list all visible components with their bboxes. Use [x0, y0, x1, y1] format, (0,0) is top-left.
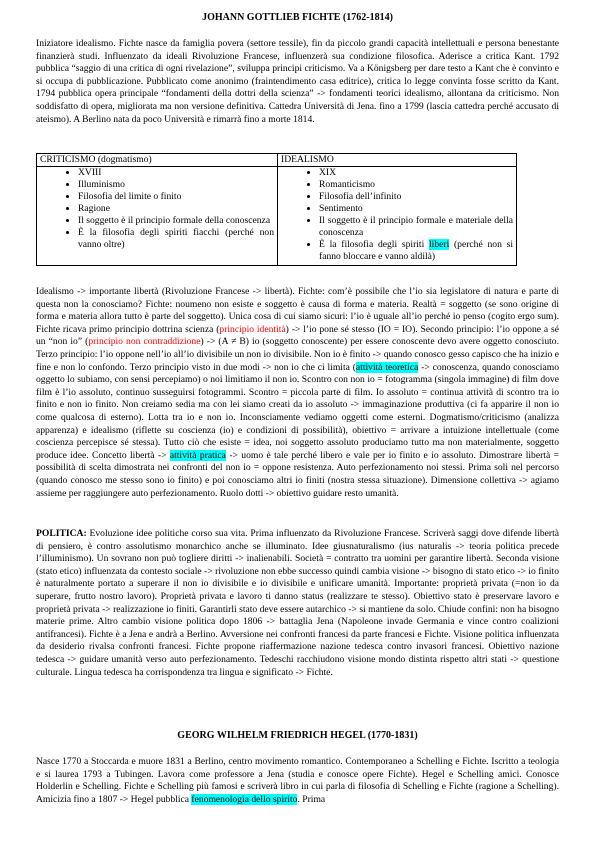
- text-run: Nasce 1770 a Stoccarda e muore 1831 a Berlino, centro movimento romantico. Contemporaneo a Schelling e Fichte. Iscritto a teologia e si laurea 1793 a Tubingen. Lavora come professore a Jena (studia e conosce opere Fichte). Hegel e Schelling amici. Conosce Holderlin e Schelling. Fichte e Schelling più famosi e scriverà libro in cui parla di filosofia di Schelling e Fichte (ragione a Schelling). Amicizia fino a 1807 -> Hegel pubblica: [36, 756, 559, 805]
- fichte-title: JOHANN GOTTLIEB FICHTE (1762-1814): [202, 12, 393, 23]
- text-run: ) -> (A ≠ B) io (soggetto conoscente) per essere conoscente devo avere oggetto conosciuto. Terzo principio: l’io oppone nell’io all’io divisibile un non io divisibile. Non io è finito -> quando conosco gesso capisco che ha inizio e fine e non lo confondo. Terzo principio visto in due modi -> non io che ci limita (: [36, 336, 559, 373]
- criticismo-cell: [37, 167, 278, 266]
- text-run: Idealismo -> importante libertà (Rivoluzione Francese -> libertà). Fichte: com’è possibile che l’io sia legislatore di natura e parte di questa non la conosciamo? Fichte: noumeno non esiste e soggetto è causa di forma e materia. Realtà = soggetto (se sono origine di forma e materia allora tutto è parte del soggetto). Unica cosa di cui siamo sicuri: l’io è uguale all’io perché io penso (cogito ergo sum). Fichte ricava primo principio dottrina scienza (: [36, 286, 559, 335]
- list-item: • Romanticismo: [319, 179, 513, 191]
- politica-label: POLITICA:: [36, 528, 87, 539]
- list-item: • Sentimento: [319, 203, 513, 215]
- highlighted-term: liberi: [429, 239, 450, 250]
- highlighted-term: attività pratica: [169, 449, 226, 461]
- list-item: • Illuminismo: [78, 179, 274, 191]
- idealismo-header: IDEALISMO: [278, 154, 517, 167]
- text-run: (perché non si fanno bloccare e vanno aldilà): [319, 239, 513, 262]
- fichte-intro: Iniziatore idealismo. Fichte nasce da famiglia povera (settore tessile), fin da piccolo grandi capacità intellettuali e persona benestante finanzierà studi. Influenzato da ideali Rivoluzione Francese, influenzerà sua condizione filosofica. Aderisce a critica Kant. 1792 pubblica “saggio di una critica di ogni rivelazione”, sviluppa principi criticismo. Va a Königsberg per dare testo a Kant che è convinto e si occupa di pubblicazione. Pubblicato come anonimo (fraintendimento casa editrice), critica lo legge convinta fosse scritto da Kant. 1794 pubblica opera principale “fondamenti della dottri della scienza” -> fondamenti teorici idealismo, allontana da criticismo. Non soddisfatto di opera, migliorata ma non versione definitiva. Cattedra Università di Jena. fino a 1799 (lascia cattedra perché accusato di ateismo). A Berlino nata da poco Università e rimarrà fino a morte 1814.: [36, 38, 559, 125]
- list-item: [319, 239, 513, 263]
- fichte-body: [36, 286, 559, 500]
- criticismo-list: [40, 167, 274, 251]
- list-item: • Filosofia dell’infinito: [319, 191, 513, 203]
- politica-paragraph: [36, 528, 559, 679]
- idealismo-list: [281, 167, 513, 263]
- text-run: -> uomo è tale perché libero e vale per io finito e io assoluto. Dimostrare libertà = possibilità di scelta dimostrata nei confronti del non io = oppone resistenza. Auto perfezionamento noi stessi. Prima soli nel percorso (quando conosco me stesso sono io finito) e poi conosciamo altri io finiti (nostra stessa situazione). Dimensione collettiva -> agiamo assieme per raggiungere auto perfezionamento. Ruolo dotti -> obiettivo guidare resto umanità.: [36, 449, 560, 499]
- list-item: • È la filosofia degli spiriti fiacchi (perché non vanno oltre): [78, 227, 274, 251]
- idealismo-cell: [278, 167, 517, 266]
- list-item: • XIX: [319, 167, 513, 179]
- list-item: • Filosofia del limite o finito: [78, 191, 274, 203]
- highlighted-term: fenomenologia dello spirito: [191, 793, 298, 805]
- highlighted-term: attività teoretica: [355, 361, 419, 373]
- hegel-title: GEORG WILHELM FRIEDRICH HEGEL (1770-1831): [177, 730, 418, 741]
- text-run: ) -> l’io pone sé stesso (IO = IO). Secondo principio: l’io oppone a sé un “non io” (: [36, 323, 559, 348]
- red-term: principio identità: [219, 323, 286, 335]
- hegel-intro: [36, 756, 559, 806]
- text-run: Evoluzione idee politiche corso sua vita. Prima influenzato da Rivoluzione Francese. Scriverà saggi dove difende libertà di pensiero, è contro assolutismo monarchico anche se illuminato. Idee giusnaturalismo (ius naturalis -> teoria politica precede l’illuminismo). Un sovrano non può togliere diritti -> inalienabili. Società = contratto tra uomini per garantire libertà. Seconda visione (stato etico) influenzata da contesto sociale -> rivoluzione non ebbe successo quindi cambia visione -> bisogno di stato etico -> io finito è naturalmente portato a superare il non io divisibile e io divisibile e unificare umanità. Importante: proprietà privata (=non io da superare, frutto nostro lavoro). Proprietà privata e lavoro ti danno status (realizzare te stesso). Obiettivo stato è preservare lavoro e proprietà privata -> realizzazione io finiti. Garantirli stato deve essere autarchico -> si mantiene da solo. Chiude confini: non ha bisogno materie prime. Altro cambio visione politica dopo 1806 -> battaglia Jena (Napoleone invade Germania e vince contro coalizioni antifrancesi). Fichte è a Jena e andrà a Berlino. Avversione nei confronti francesi da parte francesi e Fichte. Visione politica influenzata da desiderio rivalsa confronti francesi. Fichte propone riaffermazione nazione tedesca contro invasori francesi. Obiettivo nazione tedesca -> guidare umanità verso auto perfezionamento. Tedeschi racchiudono visione mondo distinta rispetto altri stati -> questione culturale. Lingua tedesca ha corrispondenza tra lingua e significato -> Fichte.: [36, 528, 559, 678]
- criticismo-header: CRITICISMO (dogmatismo): [37, 154, 278, 167]
- list-item: • Ragione: [78, 203, 274, 215]
- text-run: È la filosofia degli spiriti: [319, 239, 429, 250]
- red-term: principio non contraddizione: [88, 336, 201, 348]
- text-run: -> conoscenza, quando conosciamo oggetto lo subiamo, con sensi percepiamo) o noi limitiamo il non io. Scontro con non io = fotogramma (singola immagine) di film dove film è l’io assoluto, continuo susseguirsi fotogrammi. Scontro = piccola parte di film. Io assoluto = continua attività di scontro tra io finito e non io finito. Non creiamo sedia ma con lei siamo creati da io assoluto -> immaginazione produttiva (ci fa apparire il non io come qualcosa di esterno). Lotta tra io e non io. Inconsciamente vediamo oggetti come esterni. Dogmatismo/criticismo (analizza apparenza) e idealismo (riflette su coscienza (io) e condizioni di possibilità), obiettivo = arrivare a intuizione intellettuale (come coscienza percepisce sé stessa). Tutto ciò che esiste = idea, noi soggetto assoluto produciamo tutto ma non materialmente, soggetto produce idee. Concetto libertà ->: [36, 361, 559, 461]
- list-item: • Il soggetto è il principio formale della conoscenza: [78, 215, 274, 227]
- list-item: • Il soggetto è il principio formale e materiale della conoscenza: [319, 215, 513, 239]
- comparison-table: [36, 153, 517, 266]
- text-run: . Prima: [297, 793, 326, 805]
- list-item: • XVIII: [78, 167, 274, 179]
